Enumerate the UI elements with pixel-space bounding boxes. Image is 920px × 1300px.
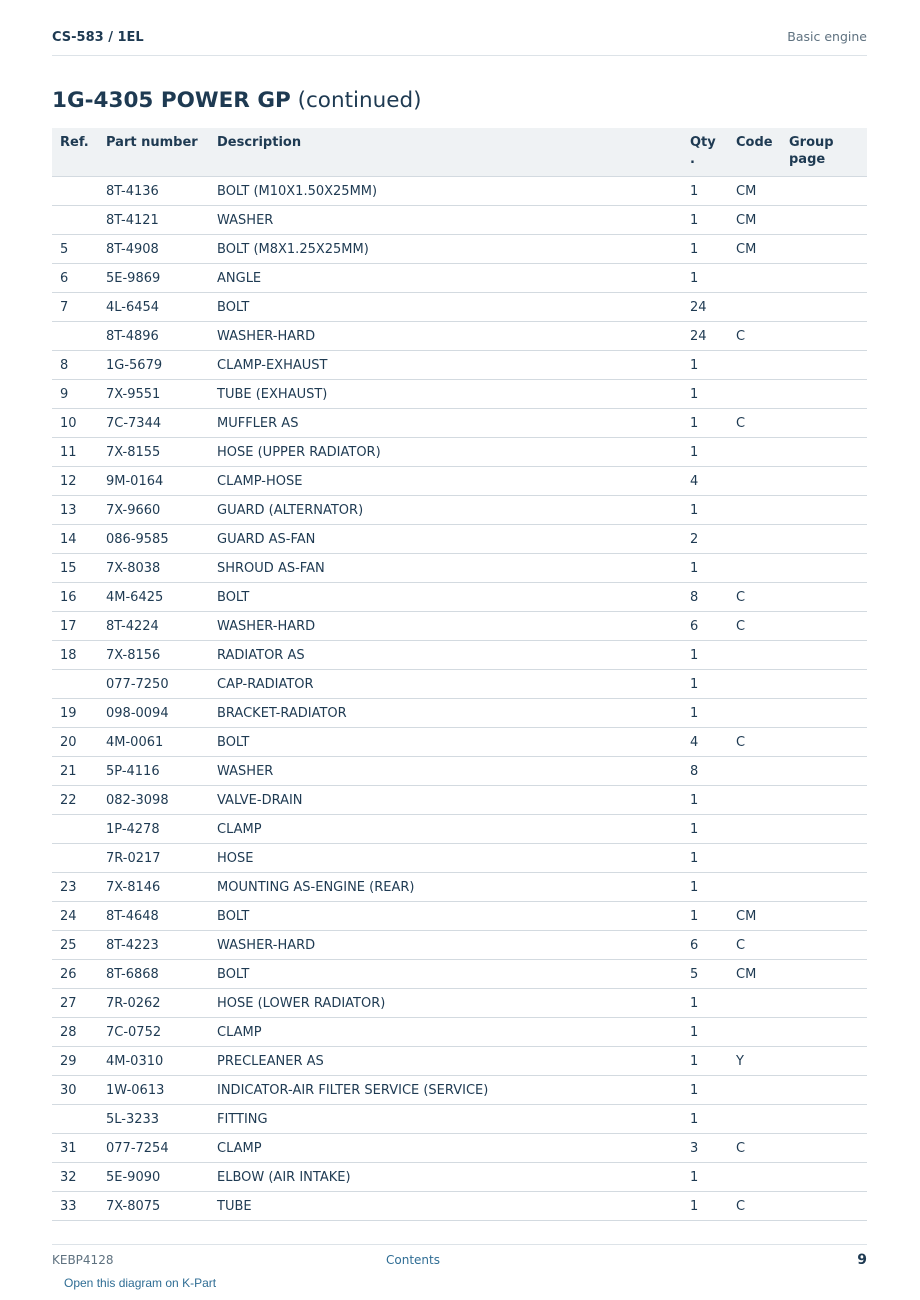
- document-code: KEBP4128: [52, 1253, 114, 1267]
- ref-cell: 11: [52, 438, 98, 467]
- table-row: [52, 235, 867, 264]
- qty-cell: 3: [682, 1134, 728, 1163]
- part-number-cell: 8T-4224: [98, 612, 209, 641]
- header-divider: [52, 55, 867, 56]
- code-cell: [728, 496, 781, 525]
- code-cell: [728, 757, 781, 786]
- part-number-cell: 5L-3233: [98, 1105, 209, 1134]
- qty-cell: 2: [682, 525, 728, 554]
- part-number-cell: 7X-8156: [98, 641, 209, 670]
- ref-cell: 28: [52, 1018, 98, 1047]
- table-row: [52, 757, 867, 786]
- group-page-cell: [781, 293, 867, 322]
- code-cell: [728, 1076, 781, 1105]
- part-number-cell: 4M-0061: [98, 728, 209, 757]
- ref-cell: 31: [52, 1134, 98, 1163]
- table-row: [52, 1018, 867, 1047]
- table-row: [52, 960, 867, 989]
- qty-cell: 1: [682, 206, 728, 235]
- ref-cell: 5: [52, 235, 98, 264]
- code-cell: C: [728, 583, 781, 612]
- code-cell: [728, 438, 781, 467]
- qty-cell: 1: [682, 554, 728, 583]
- table-row: [52, 583, 867, 612]
- code-cell: [728, 467, 781, 496]
- description-cell: BOLT (M10X1.50X25MM): [209, 177, 682, 206]
- code-cell: [728, 670, 781, 699]
- code-cell: [728, 699, 781, 728]
- table-row: [52, 206, 867, 235]
- ref-cell: 27: [52, 989, 98, 1018]
- code-cell: [728, 264, 781, 293]
- part-number-cell: 8T-4896: [98, 322, 209, 351]
- code-cell: [728, 293, 781, 322]
- group-page-cell: [781, 757, 867, 786]
- code-cell: [728, 525, 781, 554]
- qty-cell: 1: [682, 902, 728, 931]
- description-cell: GUARD AS-FAN: [209, 525, 682, 554]
- description-cell: MUFFLER AS: [209, 409, 682, 438]
- table-row: [52, 1047, 867, 1076]
- group-page-cell: [781, 960, 867, 989]
- table-row: [52, 467, 867, 496]
- description-cell: WASHER-HARD: [209, 931, 682, 960]
- code-cell: C: [728, 1192, 781, 1221]
- description-cell: MOUNTING AS-ENGINE (REAR): [209, 873, 682, 902]
- table-row: [52, 641, 867, 670]
- ref-cell: [52, 670, 98, 699]
- part-number-cell: 7C-7344: [98, 409, 209, 438]
- ref-cell: 13: [52, 496, 98, 525]
- table-row: [52, 612, 867, 641]
- description-cell: BOLT: [209, 960, 682, 989]
- description-cell: CLAMP-HOSE: [209, 467, 682, 496]
- table-row: [52, 293, 867, 322]
- qty-cell: 8: [682, 583, 728, 612]
- group-page-cell: [781, 1047, 867, 1076]
- document-reference: CS-583 / 1EL: [52, 30, 144, 45]
- table-row: [52, 554, 867, 583]
- group-header-line2: page: [789, 152, 826, 167]
- part-number-cell: 8T-6868: [98, 960, 209, 989]
- ref-cell: 8: [52, 351, 98, 380]
- group-page-cell: [781, 380, 867, 409]
- table-row: [52, 1105, 867, 1134]
- group-page-cell: [781, 844, 867, 873]
- description-cell: HOSE: [209, 844, 682, 873]
- part-number-cell: 077-7250: [98, 670, 209, 699]
- ref-cell: 23: [52, 873, 98, 902]
- table-row: [52, 409, 867, 438]
- group-page-cell: [781, 496, 867, 525]
- column-header-code: Code: [728, 128, 781, 177]
- code-cell: C: [728, 612, 781, 641]
- parts-table-body: [52, 177, 867, 1221]
- code-cell: [728, 844, 781, 873]
- column-header-part-number: Part number: [98, 128, 209, 177]
- page-header: [52, 29, 867, 45]
- table-row: [52, 1192, 867, 1221]
- ref-cell: 7: [52, 293, 98, 322]
- part-number-cell: 8T-4648: [98, 902, 209, 931]
- description-cell: BOLT (M8X1.25X25MM): [209, 235, 682, 264]
- code-cell: CM: [728, 960, 781, 989]
- code-cell: [728, 380, 781, 409]
- description-cell: CLAMP: [209, 815, 682, 844]
- table-row: [52, 1134, 867, 1163]
- code-cell: [728, 351, 781, 380]
- footer-divider: [52, 1244, 867, 1245]
- section-name: Basic engine: [787, 29, 867, 44]
- part-number-cell: 098-0094: [98, 699, 209, 728]
- description-cell: GUARD (ALTERNATOR): [209, 496, 682, 525]
- table-row: [52, 728, 867, 757]
- qty-cell: 6: [682, 931, 728, 960]
- part-number-cell: 4M-6425: [98, 583, 209, 612]
- table-row: [52, 438, 867, 467]
- table-row: [52, 786, 867, 815]
- description-cell: WASHER-HARD: [209, 322, 682, 351]
- part-number-cell: 1W-0613: [98, 1076, 209, 1105]
- ref-cell: [52, 844, 98, 873]
- part-number-cell: 4L-6454: [98, 293, 209, 322]
- qty-cell: 1: [682, 380, 728, 409]
- description-cell: WASHER: [209, 206, 682, 235]
- group-page-cell: [781, 438, 867, 467]
- qty-header-line1: Qty: [690, 135, 716, 150]
- code-cell: [728, 554, 781, 583]
- ref-cell: 30: [52, 1076, 98, 1105]
- page-number: 9: [857, 1252, 867, 1268]
- ref-cell: 24: [52, 902, 98, 931]
- parts-table: [52, 128, 867, 1221]
- description-cell: CLAMP: [209, 1134, 682, 1163]
- description-cell: PRECLEANER AS: [209, 1047, 682, 1076]
- group-page-cell: [781, 1018, 867, 1047]
- table-row: [52, 525, 867, 554]
- group-page-cell: [781, 409, 867, 438]
- group-page-cell: [781, 815, 867, 844]
- qty-cell: 6: [682, 612, 728, 641]
- group-page-cell: [781, 873, 867, 902]
- part-number-cell: 7X-8155: [98, 438, 209, 467]
- ref-cell: 22: [52, 786, 98, 815]
- table-row: [52, 264, 867, 293]
- part-number-cell: 5P-4116: [98, 757, 209, 786]
- ref-cell: 32: [52, 1163, 98, 1192]
- qty-cell: 1: [682, 1192, 728, 1221]
- ref-cell: 15: [52, 554, 98, 583]
- column-header-qty: [682, 128, 728, 177]
- qty-cell: 1: [682, 699, 728, 728]
- ref-cell: 21: [52, 757, 98, 786]
- description-cell: SHROUD AS-FAN: [209, 554, 682, 583]
- table-row: [52, 902, 867, 931]
- ref-cell: 12: [52, 467, 98, 496]
- code-cell: C: [728, 931, 781, 960]
- code-cell: [728, 641, 781, 670]
- table-row: [52, 844, 867, 873]
- part-number-cell: 5E-9090: [98, 1163, 209, 1192]
- contents-link[interactable]: Contents: [386, 1253, 440, 1267]
- part-number-cell: 4M-0310: [98, 1047, 209, 1076]
- group-page-cell: [781, 931, 867, 960]
- group-page-cell: [781, 1134, 867, 1163]
- table-row: [52, 380, 867, 409]
- ref-cell: 33: [52, 1192, 98, 1221]
- code-cell: CM: [728, 206, 781, 235]
- qty-cell: 1: [682, 235, 728, 264]
- qty-cell: 1: [682, 1105, 728, 1134]
- part-number-cell: 1P-4278: [98, 815, 209, 844]
- ref-cell: 16: [52, 583, 98, 612]
- part-number-cell: 9M-0164: [98, 467, 209, 496]
- qty-cell: 1: [682, 989, 728, 1018]
- group-header-line1: Group: [789, 135, 834, 150]
- code-cell: [728, 1105, 781, 1134]
- page-title: [52, 88, 422, 113]
- qty-cell: 1: [682, 409, 728, 438]
- qty-cell: 1: [682, 177, 728, 206]
- qty-cell: 24: [682, 293, 728, 322]
- group-page-cell: [781, 699, 867, 728]
- part-number-cell: 7R-0262: [98, 989, 209, 1018]
- code-cell: C: [728, 1134, 781, 1163]
- description-cell: TUBE (EXHAUST): [209, 380, 682, 409]
- part-number-cell: 7X-8146: [98, 873, 209, 902]
- group-page-cell: [781, 1076, 867, 1105]
- group-page-cell: [781, 264, 867, 293]
- table-header-row: [52, 128, 867, 177]
- description-cell: BOLT: [209, 902, 682, 931]
- description-cell: CLAMP: [209, 1018, 682, 1047]
- group-page-cell: [781, 1192, 867, 1221]
- table-row: [52, 351, 867, 380]
- code-cell: [728, 1163, 781, 1192]
- qty-cell: 1: [682, 438, 728, 467]
- table-row: [52, 699, 867, 728]
- part-number-cell: 086-9585: [98, 525, 209, 554]
- ref-cell: 10: [52, 409, 98, 438]
- open-diagram-link[interactable]: Open this diagram on K-Part: [64, 1276, 217, 1290]
- ref-cell: [52, 206, 98, 235]
- group-page-cell: [781, 989, 867, 1018]
- code-cell: CM: [728, 177, 781, 206]
- code-cell: CM: [728, 235, 781, 264]
- part-number-cell: 077-7254: [98, 1134, 209, 1163]
- qty-header-line2: .: [690, 152, 695, 167]
- part-number-cell: 082-3098: [98, 786, 209, 815]
- qty-cell: 1: [682, 496, 728, 525]
- qty-cell: 5: [682, 960, 728, 989]
- description-cell: WASHER: [209, 757, 682, 786]
- group-page-cell: [781, 554, 867, 583]
- group-page-cell: [781, 612, 867, 641]
- part-number-cell: 8T-4908: [98, 235, 209, 264]
- group-page-cell: [781, 177, 867, 206]
- description-cell: CLAMP-EXHAUST: [209, 351, 682, 380]
- column-header-description: Description: [209, 128, 682, 177]
- group-page-cell: [781, 786, 867, 815]
- ref-cell: [52, 815, 98, 844]
- qty-cell: 8: [682, 757, 728, 786]
- column-header-group-page: [781, 128, 867, 177]
- ref-cell: 17: [52, 612, 98, 641]
- qty-cell: 1: [682, 1018, 728, 1047]
- qty-cell: 1: [682, 264, 728, 293]
- code-cell: [728, 1018, 781, 1047]
- table-row: [52, 670, 867, 699]
- table-row: [52, 322, 867, 351]
- group-page-cell: [781, 1105, 867, 1134]
- part-number-cell: 7X-8038: [98, 554, 209, 583]
- ref-cell: 9: [52, 380, 98, 409]
- group-page-cell: [781, 235, 867, 264]
- group-page-cell: [781, 1163, 867, 1192]
- description-cell: TUBE: [209, 1192, 682, 1221]
- table-row: [52, 1076, 867, 1105]
- ref-cell: 14: [52, 525, 98, 554]
- part-number-cell: 7X-8075: [98, 1192, 209, 1221]
- ref-cell: 20: [52, 728, 98, 757]
- code-cell: C: [728, 728, 781, 757]
- ref-cell: 25: [52, 931, 98, 960]
- part-number-cell: 8T-4136: [98, 177, 209, 206]
- group-page-cell: [781, 351, 867, 380]
- description-cell: WASHER-HARD: [209, 612, 682, 641]
- code-cell: CM: [728, 902, 781, 931]
- qty-cell: 24: [682, 322, 728, 351]
- ref-cell: 26: [52, 960, 98, 989]
- code-cell: Y: [728, 1047, 781, 1076]
- group-page-cell: [781, 525, 867, 554]
- part-number-cell: 7X-9551: [98, 380, 209, 409]
- table-row: [52, 1163, 867, 1192]
- qty-cell: 1: [682, 1076, 728, 1105]
- qty-cell: 1: [682, 670, 728, 699]
- group-page-cell: [781, 728, 867, 757]
- description-cell: ELBOW (AIR INTAKE): [209, 1163, 682, 1192]
- qty-cell: 1: [682, 641, 728, 670]
- qty-cell: 1: [682, 351, 728, 380]
- qty-cell: 1: [682, 1047, 728, 1076]
- table-row: [52, 989, 867, 1018]
- description-cell: RADIATOR AS: [209, 641, 682, 670]
- ref-cell: [52, 1105, 98, 1134]
- group-page-cell: [781, 641, 867, 670]
- part-number-cell: 7C-0752: [98, 1018, 209, 1047]
- group-page-cell: [781, 583, 867, 612]
- description-cell: BOLT: [209, 728, 682, 757]
- description-cell: BRACKET-RADIATOR: [209, 699, 682, 728]
- part-number-cell: 8T-4223: [98, 931, 209, 960]
- qty-cell: 1: [682, 786, 728, 815]
- table-row: [52, 815, 867, 844]
- qty-cell: 1: [682, 815, 728, 844]
- ref-cell: [52, 322, 98, 351]
- ref-cell: [52, 177, 98, 206]
- group-page-cell: [781, 467, 867, 496]
- description-cell: HOSE (LOWER RADIATOR): [209, 989, 682, 1018]
- group-page-cell: [781, 206, 867, 235]
- part-number-cell: 5E-9869: [98, 264, 209, 293]
- group-title: 1G-4305 POWER GP: [52, 88, 291, 113]
- description-cell: CAP-RADIATOR: [209, 670, 682, 699]
- ref-cell: 6: [52, 264, 98, 293]
- group-page-cell: [781, 322, 867, 351]
- table-row: [52, 873, 867, 902]
- ref-cell: 29: [52, 1047, 98, 1076]
- code-cell: C: [728, 409, 781, 438]
- code-cell: [728, 989, 781, 1018]
- description-cell: BOLT: [209, 293, 682, 322]
- description-cell: ANGLE: [209, 264, 682, 293]
- code-cell: [728, 815, 781, 844]
- qty-cell: 1: [682, 1163, 728, 1192]
- group-page-cell: [781, 670, 867, 699]
- table-row: [52, 931, 867, 960]
- code-cell: C: [728, 322, 781, 351]
- qty-cell: 4: [682, 467, 728, 496]
- code-cell: [728, 873, 781, 902]
- description-cell: BOLT: [209, 583, 682, 612]
- part-number-cell: 1G-5679: [98, 351, 209, 380]
- code-cell: [728, 786, 781, 815]
- part-number-cell: 7R-0217: [98, 844, 209, 873]
- title-suffix: (continued): [290, 88, 422, 113]
- group-page-cell: [781, 902, 867, 931]
- qty-cell: 4: [682, 728, 728, 757]
- part-number-cell: 8T-4121: [98, 206, 209, 235]
- description-cell: FITTING: [209, 1105, 682, 1134]
- table-row: [52, 177, 867, 206]
- qty-cell: 1: [682, 844, 728, 873]
- column-header-ref: Ref.: [52, 128, 98, 177]
- qty-cell: 1: [682, 873, 728, 902]
- ref-cell: 18: [52, 641, 98, 670]
- part-number-cell: 7X-9660: [98, 496, 209, 525]
- description-cell: HOSE (UPPER RADIATOR): [209, 438, 682, 467]
- description-cell: VALVE-DRAIN: [209, 786, 682, 815]
- description-cell: INDICATOR-AIR FILTER SERVICE (SERVICE): [209, 1076, 682, 1105]
- ref-cell: 19: [52, 699, 98, 728]
- table-row: [52, 496, 867, 525]
